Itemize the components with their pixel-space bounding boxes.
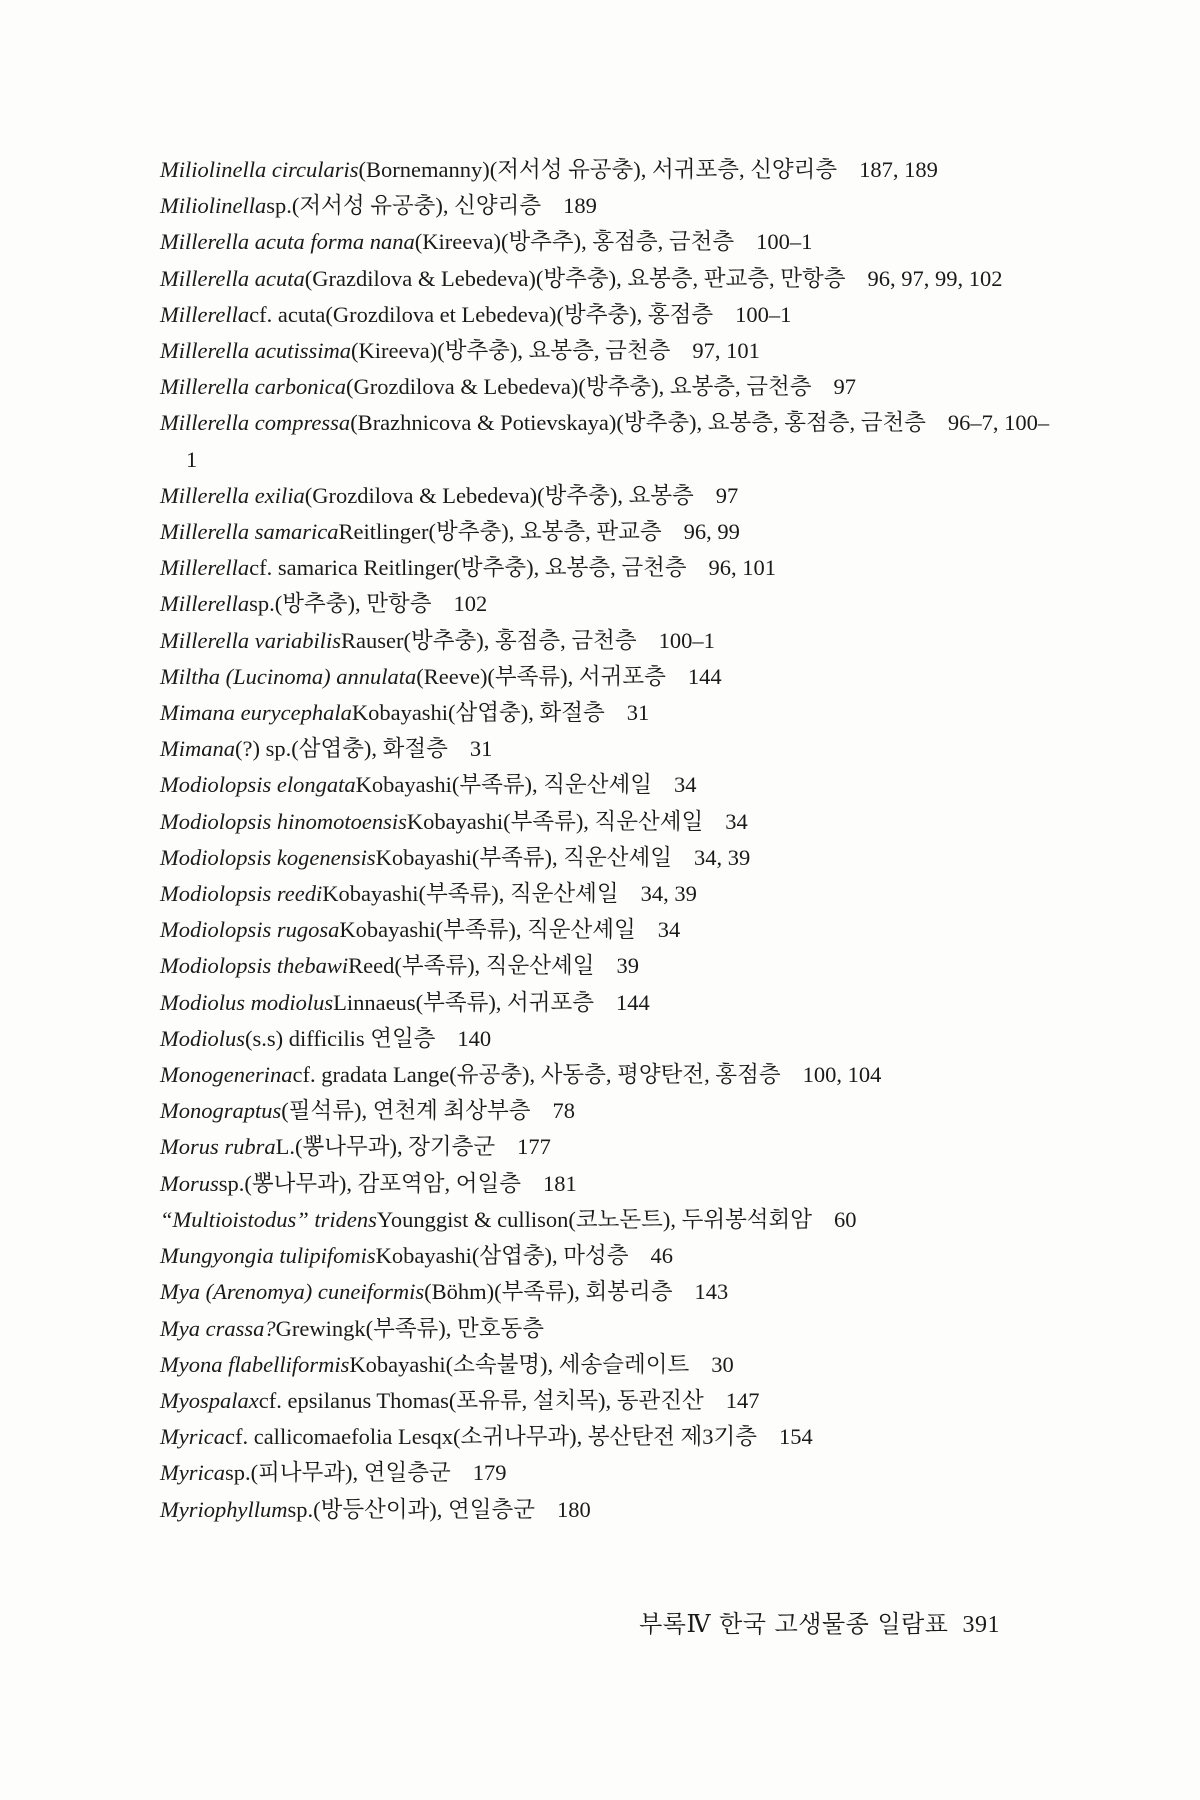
species-name: Mya (Arenomya) cuneiformis <box>160 1279 425 1305</box>
page-references: 39 <box>616 953 639 979</box>
page-references: 140 <box>457 1025 492 1051</box>
species-name: Miliolinella circularis <box>160 157 359 182</box>
entry-details: Rauser(방추충), 홍점층, 금천층 <box>341 627 637 653</box>
page-references: 34, 39 <box>693 844 751 870</box>
index-entry <box>160 1202 1060 1238</box>
entry-details: Reed(부족류), 직운산셰일 <box>348 953 595 979</box>
species-name: Mimana eurycephala <box>160 700 352 726</box>
entry-details: sp.(피나무과), 연일층군 <box>224 1460 451 1486</box>
index-entry <box>160 767 1060 803</box>
species-name: Myospalax <box>160 1387 259 1413</box>
entry-details: cf. epsilanus Thomas(포유류, 설치목), 동관진산 <box>258 1387 704 1413</box>
species-name: Mimana <box>160 736 235 762</box>
index-entry <box>160 1057 1060 1093</box>
page-references: 60 <box>834 1206 857 1232</box>
index-entry <box>160 1021 1060 1057</box>
page-references: 179 <box>472 1460 507 1486</box>
entry-details: cf. samarica Reitlinger(방추충), 요봉층, 금천층 <box>249 555 687 581</box>
index-entry <box>160 152 1060 188</box>
page-footer <box>639 1604 1000 1639</box>
species-name: Modiolopsis elongata <box>160 772 356 798</box>
page-references: 34 <box>725 808 748 834</box>
species-name: Modiolopsis kogenensis <box>160 844 376 870</box>
page-references: 154 <box>778 1424 813 1450</box>
entry-details: L.(뽕나무과), 장기층군 <box>275 1134 496 1160</box>
species-name: Mya crassa? <box>160 1315 276 1341</box>
entry-details: (Grozdilova & Lebedeva)(방추충), 요봉층 <box>304 482 694 508</box>
species-name: Millerella compressa <box>160 410 351 436</box>
page-references: 34, 39 <box>640 881 697 907</box>
species-name: “Multioistodus” tridens <box>160 1206 377 1232</box>
index-entry <box>160 731 1060 767</box>
entry-details: Kobayashi(부족류), 직운산셰일 <box>406 808 704 834</box>
page-references: 31 <box>626 700 650 726</box>
index-entry <box>160 224 1060 260</box>
index-entry <box>160 695 1060 731</box>
species-name: Monogenerina <box>160 1062 293 1088</box>
index-entry <box>160 1455 1060 1491</box>
species-name: Modiolopsis rugosa <box>160 917 340 943</box>
index-entry <box>160 261 1060 297</box>
species-name: Modiolopsis reedi <box>160 881 323 907</box>
index-entry <box>160 1274 1060 1310</box>
species-name: Millerella samarica <box>160 519 339 545</box>
page-references: 96, 99 <box>683 519 740 545</box>
index-entry <box>160 623 1060 659</box>
entry-details: Reitlinger(방추충), 요봉층, 판교층 <box>338 519 662 545</box>
entry-details: sp.(뽕나무과), 감포역암, 어일층 <box>218 1170 521 1196</box>
index-entry <box>160 478 1060 514</box>
index-entry <box>160 514 1060 550</box>
species-name: Millerella acuta <box>160 265 305 291</box>
page-references: 78 <box>552 1098 575 1124</box>
species-name: Millerella variabilis <box>160 627 342 653</box>
index-entry <box>160 804 1060 840</box>
page-references: 97 <box>833 374 856 400</box>
entry-details: (Grozdilova & Lebedeva)(방추충), 요봉층, 금천층 <box>346 374 812 400</box>
page-references: 46 <box>650 1243 673 1269</box>
index-entry <box>160 405 1060 477</box>
index-entry <box>160 1311 1060 1347</box>
species-name: Millerella <box>160 555 250 581</box>
page-references: 144 <box>687 663 722 689</box>
species-name: Miltha (Lucinoma) annulata <box>160 663 417 689</box>
entry-details: Kobayashi(부족류), 직운산셰일 <box>375 844 672 870</box>
species-name: Millerella acutissima <box>160 338 352 364</box>
species-name: Myona flabelliformis <box>160 1351 350 1377</box>
entry-details: (Kireeva)(방추추), 홍점층, 금천층 <box>414 229 735 255</box>
page-references: 100–1 <box>735 301 792 327</box>
species-name: Modiolopsis thebawi <box>160 953 349 979</box>
species-name: Myrica <box>160 1460 225 1486</box>
entry-details: Grewingk(부족류), 만호동층 <box>275 1315 544 1341</box>
species-name: Modiolus <box>160 1025 246 1051</box>
page-references: 97, 101 <box>692 338 760 364</box>
page-references: 30 <box>711 1351 734 1377</box>
species-name: Myriophyllum <box>160 1496 288 1522</box>
page-references: 181 <box>542 1170 577 1196</box>
index-entry <box>160 912 1060 948</box>
entry-details: (?) sp.(삼엽충), 화절층 <box>235 736 448 762</box>
species-name: Mungyongia tulipifomis <box>160 1243 376 1269</box>
index-entry <box>160 550 1060 586</box>
entry-details: sp.(방등산이과), 연일층군 <box>287 1496 535 1522</box>
index-entry <box>160 333 1060 369</box>
index-entry <box>160 586 1060 622</box>
entry-details: cf. gradata Lange(유공충), 사동층, 평양탄전, 홍점층 <box>292 1062 781 1088</box>
index-entry <box>160 188 1060 224</box>
entry-details: Kobayashi(부족류), 직운산셰일 <box>355 772 652 798</box>
entry-details: Kobayashi(삼엽충), 화절층 <box>351 700 605 726</box>
index-entry <box>160 876 1060 912</box>
entry-details: (Grazdilova & Lebedeva)(방추충), 요봉층, 판교층, 만항층 <box>304 265 846 291</box>
page-references: 96, 101 <box>708 555 777 581</box>
page-references: 100–1 <box>756 229 813 255</box>
index-entry <box>160 1383 1060 1419</box>
index-entry <box>160 1166 1060 1202</box>
entry-details: Kobayashi(소속불명), 세송슬레이트 <box>349 1351 690 1377</box>
index-entry <box>160 985 1060 1021</box>
species-name: Millerella exilia <box>160 482 305 508</box>
page-references: 34 <box>657 917 681 943</box>
entry-details: Kobayashi(부족류), 직운산셰일 <box>322 881 619 907</box>
species-index-list <box>160 152 1060 1528</box>
index-entry <box>160 1419 1060 1455</box>
index-entry <box>160 1129 1060 1165</box>
species-name: Millerella acuta forma nana <box>160 229 415 255</box>
entry-details: Linnaeus(부족류), 서귀포층 <box>333 989 594 1015</box>
page-references: 144 <box>616 989 650 1015</box>
page-references: 147 <box>725 1387 760 1413</box>
species-name: Miliolinella <box>160 193 267 219</box>
entry-details: Kobayashi(부족류), 직운산셰일 <box>339 917 636 943</box>
page-references: 97 <box>715 482 739 508</box>
entry-details: (필석류), 연천계 최상부층 <box>281 1098 531 1124</box>
page-references: 143 <box>694 1279 729 1305</box>
entry-details: cf. acuta(Grozdilova et Lebedeva)(방추충), 홍점층 <box>249 301 714 327</box>
species-name: Morus <box>160 1170 219 1196</box>
page-references: 189 <box>563 193 597 219</box>
entry-details: (Bornemanny)(저서성 유공충), 서귀포층, 신양리층 <box>358 157 838 182</box>
species-name: Monograptus <box>160 1098 282 1124</box>
index-entry <box>160 297 1060 333</box>
footer-title: 부록Ⅳ 한국 고생물종 일람표 <box>639 1610 949 1638</box>
entry-details: Younggist & cullison(코노돈트), 두위봉석회암 <box>376 1206 813 1232</box>
page-references: 180 <box>556 1496 591 1522</box>
entry-details: Kobayashi(삼엽충), 마성층 <box>375 1243 629 1269</box>
species-name: Millerella <box>160 591 250 617</box>
entry-details: sp.(방추충), 만항층 <box>249 591 432 617</box>
species-name: Millerella carbonica <box>160 374 346 400</box>
entry-details: (Kireeva)(방추충), 요봉층, 금천층 <box>351 338 671 364</box>
page-references: 34 <box>673 772 697 798</box>
index-entry <box>160 1093 1060 1129</box>
page-references: 100–1 <box>658 627 715 653</box>
page-references: 187, 189 <box>859 157 938 182</box>
entry-details: cf. callicomaefolia Lesqx(소귀나무과), 봉산탄전 제3기층 <box>224 1424 757 1450</box>
species-name: Millerella <box>160 301 250 327</box>
entry-details: (Böhm)(부족류), 회봉리층 <box>424 1279 673 1305</box>
index-entry <box>160 840 1060 876</box>
species-name: Modiolopsis hinomotoensis <box>160 808 407 834</box>
page-references: 31 <box>469 736 493 762</box>
index-entry <box>160 1347 1060 1383</box>
page-references: 102 <box>453 591 488 617</box>
entry-details: (s.s) difficilis 연일층 <box>245 1025 436 1051</box>
entry-details: (Reeve)(부족류), 서귀포층 <box>416 663 666 689</box>
page-references: 96, 97, 99, 102 <box>867 265 1003 291</box>
page-references: 96–7, 100–1 <box>186 410 1050 472</box>
index-entry <box>160 659 1060 695</box>
species-name: Morus rubra <box>160 1134 276 1160</box>
index-entry <box>160 1238 1060 1274</box>
species-name: Modiolus modiolus <box>160 989 334 1015</box>
index-entry <box>160 1492 1060 1528</box>
page-number: 391 <box>962 1612 1000 1638</box>
page-references: 177 <box>517 1134 551 1160</box>
entry-details: sp.(저서성 유공충), 신양리층 <box>266 193 542 219</box>
page-references: 100, 104 <box>802 1062 882 1088</box>
index-entry <box>160 369 1060 405</box>
index-entry <box>160 948 1060 984</box>
entry-details: (Brazhnicova & Potievskaya)(방추충), 요봉층, 홍점층, 금천층 <box>350 410 926 436</box>
species-name: Myrica <box>160 1424 225 1450</box>
